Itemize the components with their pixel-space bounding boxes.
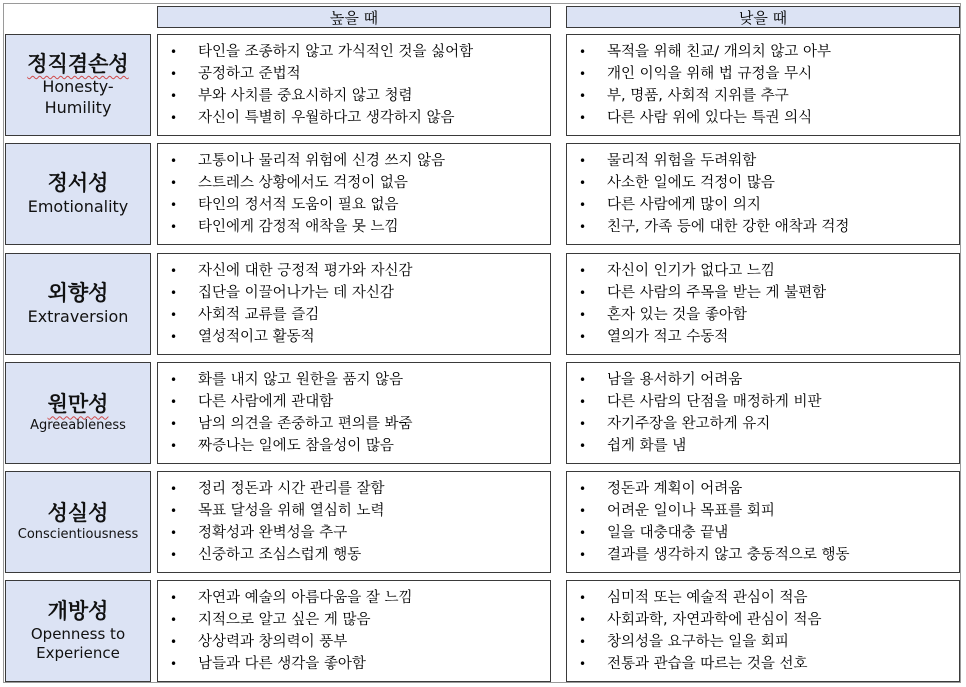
low-list-conscientiousness: [566, 471, 960, 573]
trait-name-ko: 개방성: [47, 599, 109, 624]
bullet-icon: •: [170, 548, 178, 562]
bullet-icon: •: [579, 111, 587, 125]
bullet-icon: •: [579, 176, 587, 190]
trait-name-en: Openness to Experience: [30, 624, 126, 663]
bullet-icon: •: [170, 439, 178, 453]
bullet-icon: •: [170, 67, 178, 81]
bullet-icon: •: [170, 526, 178, 540]
trait-name-ko: 외향성: [47, 281, 109, 306]
bullet-icon: •: [170, 613, 178, 627]
list-item: • 자신이 특별히 우월하다고 생각하지 않음: [166, 107, 546, 129]
low-list-honesty-humility: [566, 34, 960, 136]
trait-conscientiousness: [5, 471, 151, 573]
bullet-icon: •: [170, 176, 178, 190]
list-item: • 화를 내지 않고 원한을 품지 않음: [166, 369, 546, 391]
list-item: • 열성적이고 활동적: [166, 326, 546, 348]
list-item: • 다른 사람 위에 있다는 특권 의식: [575, 107, 955, 129]
bullet-icon: •: [579, 264, 587, 278]
bullet-icon: •: [170, 373, 178, 387]
bullet-icon: •: [579, 330, 587, 344]
bullet-icon: •: [170, 45, 178, 59]
list-item: • 사소한 일에도 걱정이 많음: [575, 172, 955, 194]
list-item: • 자신에 대한 긍정적 평가와 자신감: [166, 260, 546, 282]
list-item: • 개인 이익을 위해 법 규정을 무시: [575, 63, 955, 85]
trait-agreeableness: [5, 362, 151, 464]
bullet-icon: •: [170, 482, 178, 496]
list-item: • 창의성을 요구하는 일을 회피: [575, 631, 955, 653]
bullet-icon: •: [579, 526, 587, 540]
low-list-openness: [566, 580, 960, 682]
list-item: • 다른 사람의 주목을 받는 게 불편함: [575, 282, 955, 304]
bullet-icon: •: [170, 111, 178, 125]
list-item: • 타인을 조종하지 않고 가식적인 것을 싫어함: [166, 41, 546, 63]
high-list-conscientiousness: [157, 471, 551, 573]
list-item: • 타인의 정서적 도움이 필요 없음: [166, 194, 546, 216]
list-item: • 자신이 인기가 없다고 느낌: [575, 260, 955, 282]
bullet-icon: •: [579, 657, 587, 671]
list-item: • 정리 정돈과 시간 관리를 잘함: [166, 478, 546, 500]
trait-name-ko: 정직겸손성: [27, 52, 129, 77]
list-item: • 자연과 예술의 아름다움을 잘 느낌: [166, 587, 546, 609]
high-list-agreeableness: [157, 362, 551, 464]
list-item: • 남들과 다른 생각을 좋아함: [166, 653, 546, 675]
bullet-icon: •: [579, 482, 587, 496]
bullet-icon: •: [170, 504, 178, 518]
list-item: • 사회과학, 자연과학에 관심이 적음: [575, 609, 955, 631]
list-item: • 목표 달성을 위해 열심히 노력: [166, 500, 546, 522]
list-item: • 어려운 일이나 목표를 회피: [575, 500, 955, 522]
list-item: • 친구, 가족 등에 대한 강한 애착과 걱정: [575, 216, 955, 238]
low-list-extraversion: [566, 253, 960, 355]
bullet-icon: •: [579, 198, 587, 212]
bullet-icon: •: [170, 417, 178, 431]
list-item: • 부와 사치를 중요시하지 않고 청렴: [166, 85, 546, 107]
trait-emotionality: [5, 143, 151, 245]
bullet-icon: •: [579, 373, 587, 387]
list-item: • 남을 용서하기 어려움: [575, 369, 955, 391]
bullet-icon: •: [579, 591, 587, 605]
high-list-openness: [157, 580, 551, 682]
trait-name-en: Emotionality: [27, 196, 129, 216]
trait-name-en: Agreeableness: [30, 417, 126, 433]
list-item: • 스트레스 상황에서도 걱정이 없음: [166, 172, 546, 194]
bullet-icon: •: [579, 89, 587, 103]
high-list-emotionality: [157, 143, 551, 245]
list-item: • 정돈과 계획이 어려움: [575, 478, 955, 500]
bullet-icon: •: [579, 45, 587, 59]
list-item: • 심미적 또는 예술적 관심이 적음: [575, 587, 955, 609]
list-item: • 상상력과 창의력이 풍부: [166, 631, 546, 653]
trait-name-en: Extraversion: [27, 306, 129, 326]
bullet-icon: •: [170, 198, 178, 212]
list-item: • 다른 사람에게 많이 의지: [575, 194, 955, 216]
low-list-emotionality: [566, 143, 960, 245]
list-item: • 짜증나는 일에도 참을성이 많음: [166, 435, 546, 457]
list-item: • 집단을 이끌어나가는 데 자신감: [166, 282, 546, 304]
list-item: • 결과를 생각하지 않고 충동적으로 행동: [575, 544, 955, 566]
list-item: • 남의 의견을 존중하고 편의를 봐줌: [166, 413, 546, 435]
bullet-icon: •: [579, 395, 587, 409]
bullet-icon: •: [170, 154, 178, 168]
header-high: 높을 때: [157, 6, 551, 28]
bullet-icon: •: [170, 220, 178, 234]
bullet-icon: •: [579, 417, 587, 431]
bullet-icon: •: [579, 635, 587, 649]
list-item: • 열의가 적고 수동적: [575, 326, 955, 348]
list-item: • 타인에게 감정적 애착을 못 느낌: [166, 216, 546, 238]
list-item: • 고통이나 물리적 위험에 신경 쓰지 않음: [166, 150, 546, 172]
list-item: • 전통과 관습을 따르는 것을 선호: [575, 653, 955, 675]
bullet-icon: •: [170, 330, 178, 344]
low-list-agreeableness: [566, 362, 960, 464]
list-item: • 사회적 교류를 즐김: [166, 304, 546, 326]
list-item: • 부, 명품, 사회적 지위를 추구: [575, 85, 955, 107]
bullet-icon: •: [579, 548, 587, 562]
bullet-icon: •: [579, 286, 587, 300]
bullet-icon: •: [579, 220, 587, 234]
high-list-extraversion: [157, 253, 551, 355]
bullet-icon: •: [170, 286, 178, 300]
bullet-icon: •: [579, 154, 587, 168]
trait-name-en: Honesty- Humility: [42, 77, 114, 118]
list-item: • 정확성과 완벽성을 추구: [166, 522, 546, 544]
list-item: • 쉽게 화를 냄: [575, 435, 955, 457]
list-item: • 혼자 있는 것을 좋아함: [575, 304, 955, 326]
bullet-icon: •: [579, 67, 587, 81]
bullet-icon: •: [170, 89, 178, 103]
list-item: • 다른 사람에게 관대함: [166, 391, 546, 413]
bullet-icon: •: [579, 308, 587, 322]
bullet-icon: •: [579, 504, 587, 518]
trait-name-ko: 정서성: [47, 171, 109, 196]
list-item: • 일을 대충대충 끝냄: [575, 522, 955, 544]
trait-name-ko: 원만성: [47, 392, 109, 417]
bullet-icon: •: [170, 264, 178, 278]
bullet-icon: •: [170, 635, 178, 649]
bullet-icon: •: [579, 613, 587, 627]
bullet-icon: •: [170, 591, 178, 605]
header-low: 낮을 때: [566, 6, 960, 28]
list-item: • 다른 사람의 단점을 매정하게 비판: [575, 391, 955, 413]
list-item: • 목적을 위해 친교/ 개의치 않고 아부: [575, 41, 955, 63]
bullet-icon: •: [170, 395, 178, 409]
trait-name-ko: 성실성: [47, 501, 109, 526]
bullet-icon: •: [170, 308, 178, 322]
list-item: • 지적으로 알고 싶은 게 많음: [166, 609, 546, 631]
trait-name-en: Conscientiousness: [17, 526, 139, 542]
high-list-honesty-humility: [157, 34, 551, 136]
trait-honesty-humility: [5, 34, 151, 136]
trait-extraversion: [5, 253, 151, 355]
bullet-icon: •: [579, 439, 587, 453]
trait-openness: [5, 580, 151, 682]
list-item: • 물리적 위험을 두려워함: [575, 150, 955, 172]
list-item: • 공정하고 준법적: [166, 63, 546, 85]
list-item: • 자기주장을 완고하게 유지: [575, 413, 955, 435]
bullet-icon: •: [170, 657, 178, 671]
list-item: • 신중하고 조심스럽게 행동: [166, 544, 546, 566]
